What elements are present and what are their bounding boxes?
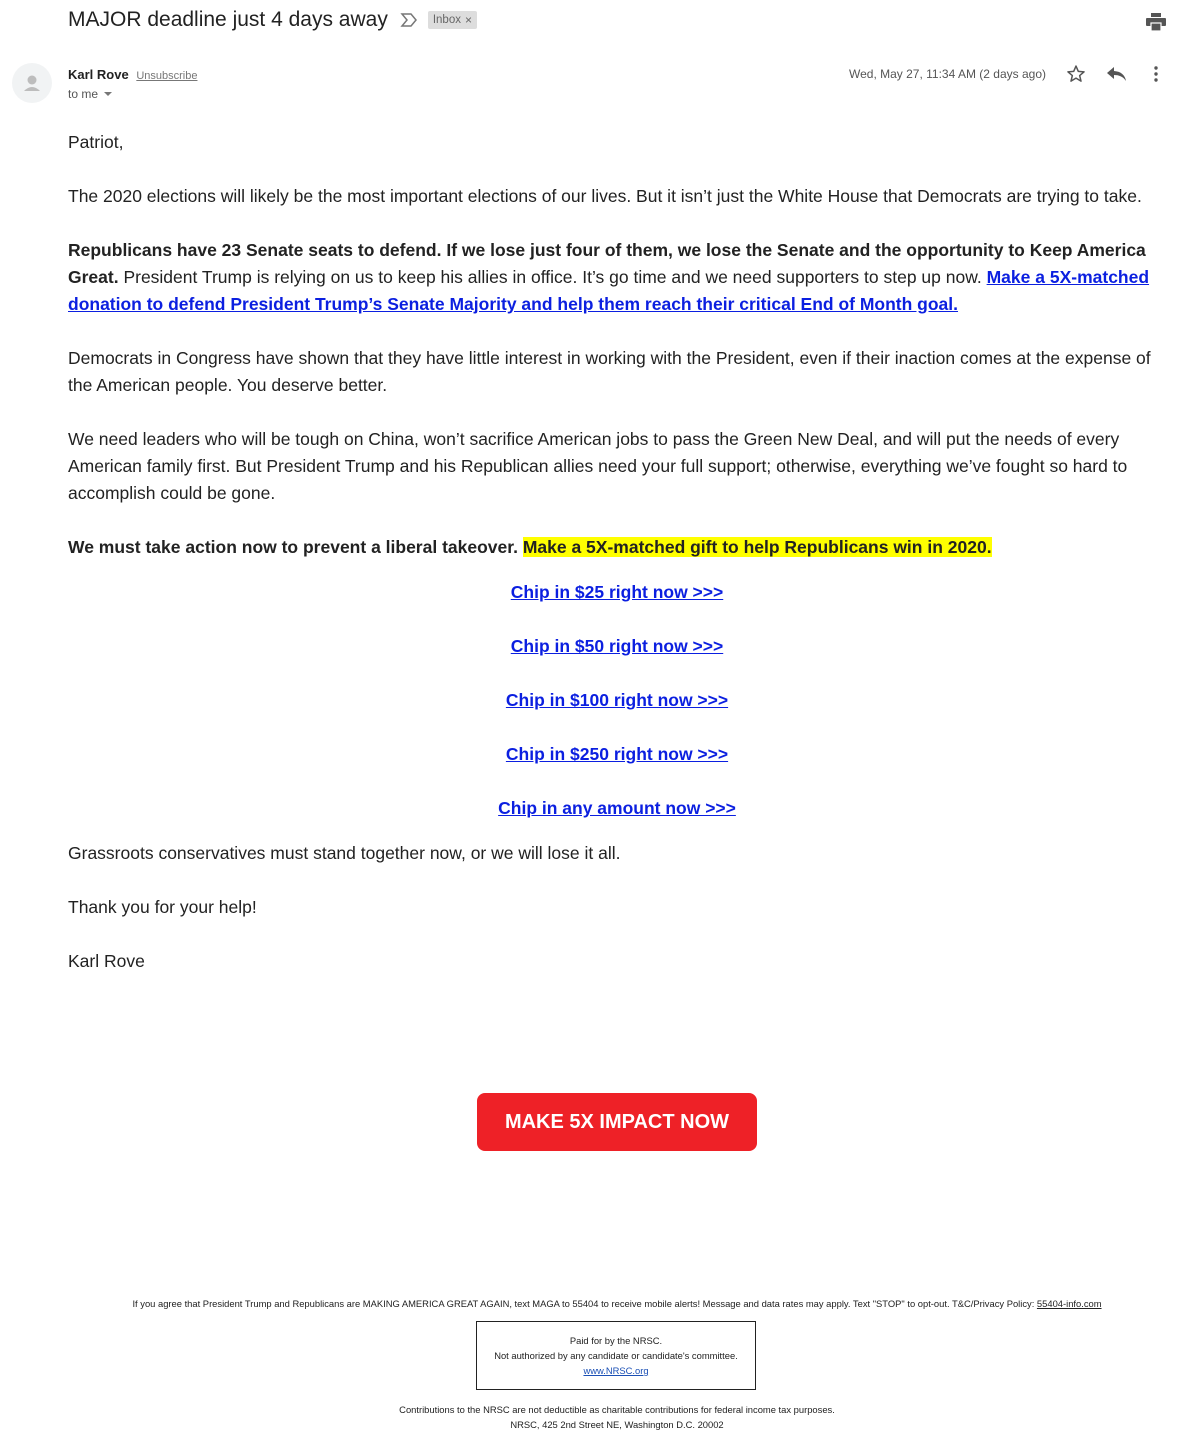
paragraph-2-bold: Republicans have 23 Senate seats to defend. If we lose just four of them, we lose the Senate and the opportunity to Keep America Great. — [68, 240, 1146, 287]
sms-text: If you agree that President Trump and Republicans are MAKING AMERICA GREAT AGAIN, text MAGA to 55404 to receive mobile alerts! Message and data rates may apply. Text "STOP" to opt-out. T&C/Privacy Policy: — [132, 1298, 1037, 1309]
chip-in-25-link[interactable]: Chip in $25 right now >>> — [510, 582, 724, 602]
chevron-down-icon[interactable] — [104, 92, 112, 96]
signature: Karl Rove — [68, 951, 145, 971]
tax-disclaimer: Contributions to the NRSC are not deductible as charitable contributions for federal income tax purposes. — [399, 1404, 835, 1415]
paragraph-1: The 2020 elections will likely be the most important elections of our lives. But it isn’t just the White House that Democrats are trying to take. — [68, 186, 1142, 206]
remove-label-icon[interactable]: × — [464, 13, 472, 27]
email-subject: MAJOR deadline just 4 days away — [68, 8, 388, 31]
chip-in-250-link[interactable]: Chip in $250 right now >>> — [505, 744, 729, 764]
inbox-label-text: Inbox — [432, 14, 461, 26]
paragraph-7: Thank you for your help! — [68, 897, 257, 917]
sender-line — [68, 67, 197, 82]
paragraph-2-text: President Trump is relying on us to keep his allies in office. It’s go time and we need supporters to step up now. — [118, 267, 987, 287]
highlighted-appeal: Make a 5X-matched gift to help Republicans win in 2020. — [522, 537, 992, 557]
unsubscribe-link[interactable]: Unsubscribe — [136, 70, 198, 82]
importance-marker-icon[interactable] — [400, 13, 418, 27]
mailing-address: NRSC, 425 2nd Street NE, Washington D.C. 20002 — [510, 1419, 724, 1430]
paragraph-4: We need leaders who will be tough on China, won’t sacrifice American jobs to pass the Green New Deal, and will put the needs of every American family first. But President Trump and his Republican allies need your full support; otherwise, everything we’ve fought so hard to accomplish could be gone. — [68, 429, 1128, 503]
make-impact-button[interactable]: MAKE 5X IMPACT NOW — [477, 1093, 757, 1151]
paragraph-5 — [68, 534, 1166, 561]
inbox-label-chip[interactable] — [428, 11, 477, 29]
default-avatar-icon — [12, 63, 52, 103]
star-icon[interactable] — [1066, 64, 1086, 84]
chip-in-100-link[interactable]: Chip in $100 right now >>> — [505, 690, 729, 710]
recipient-label: to me — [68, 87, 99, 101]
paragraph-5-bold: We must take action now to prevent a liberal takeover. — [68, 537, 523, 557]
paragraph-2 — [68, 237, 1166, 318]
sms-disclaimer — [0, 1298, 1177, 1309]
greeting: Patriot, — [68, 132, 124, 152]
message-date: Wed, May 27, 11:34 AM (2 days ago) — [849, 67, 1046, 81]
email-body — [68, 129, 1166, 1002]
sender-avatar[interactable] — [12, 63, 52, 103]
paid-for-box — [476, 1321, 756, 1390]
donate-senate-majority-link[interactable]: Make a 5X-matched donation to defend President Trump’s Senate Majority and help them reach their critical End of Month goal. — [68, 267, 1150, 314]
subject-row — [68, 8, 477, 32]
reply-icon[interactable] — [1105, 65, 1127, 83]
more-vert-icon[interactable] — [1152, 65, 1160, 83]
chip-in-50-link[interactable]: Chip in $50 right now >>> — [510, 636, 724, 656]
sender-name[interactable]: Karl Rove — [68, 67, 129, 82]
footer-bottom — [0, 1402, 1177, 1432]
paragraph-3: Democrats in Congress have shown that they have little interest in working with the President, even if their inaction comes at the expense of the American people. You deserve better. — [68, 348, 1151, 395]
paragraph-6: Grassroots conservatives must stand together now, or we will lose it all. — [68, 843, 621, 863]
printer-icon[interactable] — [1146, 13, 1166, 31]
chip-in-links — [68, 579, 1166, 849]
recipient-toggle[interactable] — [68, 87, 112, 101]
chip-in-any-link[interactable]: Chip in any amount now >>> — [498, 798, 736, 818]
paid-line-2: Not authorized by any candidate or candidate's committee. — [494, 1350, 738, 1361]
sms-policy-link[interactable]: 55404-info.com — [1036, 1298, 1102, 1309]
nrsc-website-link[interactable]: www.NRSC.org — [583, 1365, 649, 1376]
paid-line-1: Paid for by the NRSC. — [569, 1335, 663, 1346]
